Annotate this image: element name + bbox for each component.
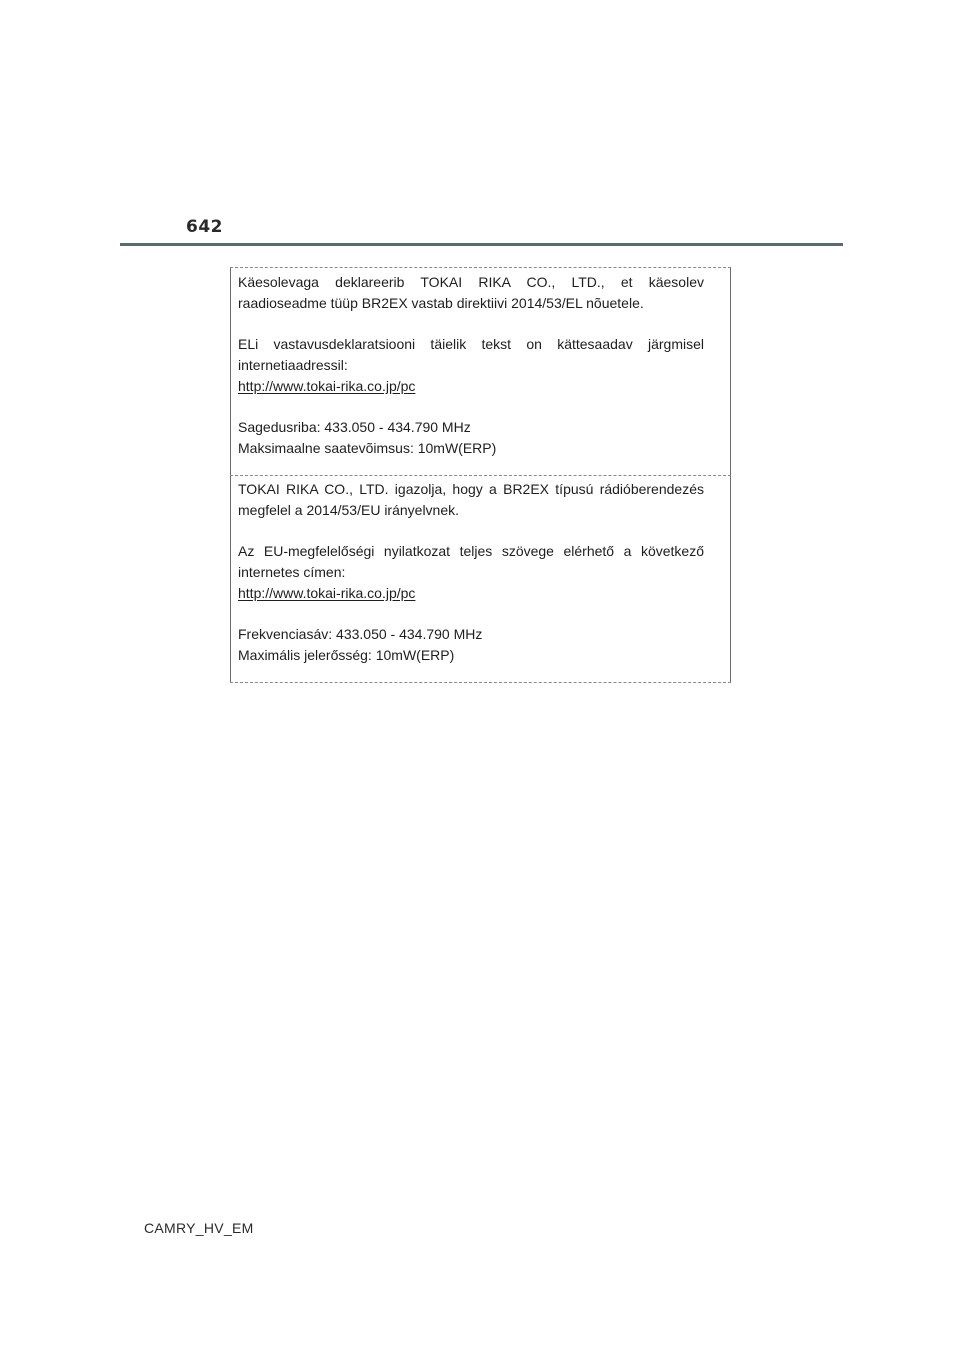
max-power: Maksimaalne saatevõimsus: 10mW(ERP) [238,440,497,456]
fulltext-notice: Az EU-megfelelőségi nyilatkozat teljes szövege elérhető a következő internetes címen: [238,543,704,580]
header-rule [120,243,843,246]
section-estonian [238,272,704,459]
document-code: CAMRY_HV_EM [144,1220,254,1236]
declaration-url-link[interactable]: http://www.tokai-rika.co.jp/pc [238,585,416,601]
frequency-band: Frekvenciasáv: 433.050 - 434.790 MHz [238,626,483,642]
declaration-url-link[interactable]: http://www.tokai-rika.co.jp/pc [238,378,416,394]
max-power: Maximális jelerősség: 10mW(ERP) [238,647,455,663]
declaration-text: TOKAI RIKA CO., LTD. igazolja, hogy a BR2EX típusú rádióberendezés megfelel a 2014/53/EU irányelvnek. [238,481,704,518]
frequency-band: Sagedusriba: 433.050 - 434.790 MHz [238,419,471,435]
page-number: 642 [186,217,223,237]
fulltext-notice: ELi vastavusdeklaratsiooni täielik tekst on kättesaadav järgmisel internetiaadressil: [238,336,704,373]
section-hungarian [238,479,704,666]
section-divider [230,475,731,476]
declaration-text: Käesolevaga deklareerib TOKAI RIKA CO., LTD., et käesolev raadioseadme tüüp BR2EX vastab direktiivi 2014/53/EL nõuetele. [238,274,704,311]
notice-box-top-border [230,267,731,268]
notice-box-bottom-border [230,682,731,683]
